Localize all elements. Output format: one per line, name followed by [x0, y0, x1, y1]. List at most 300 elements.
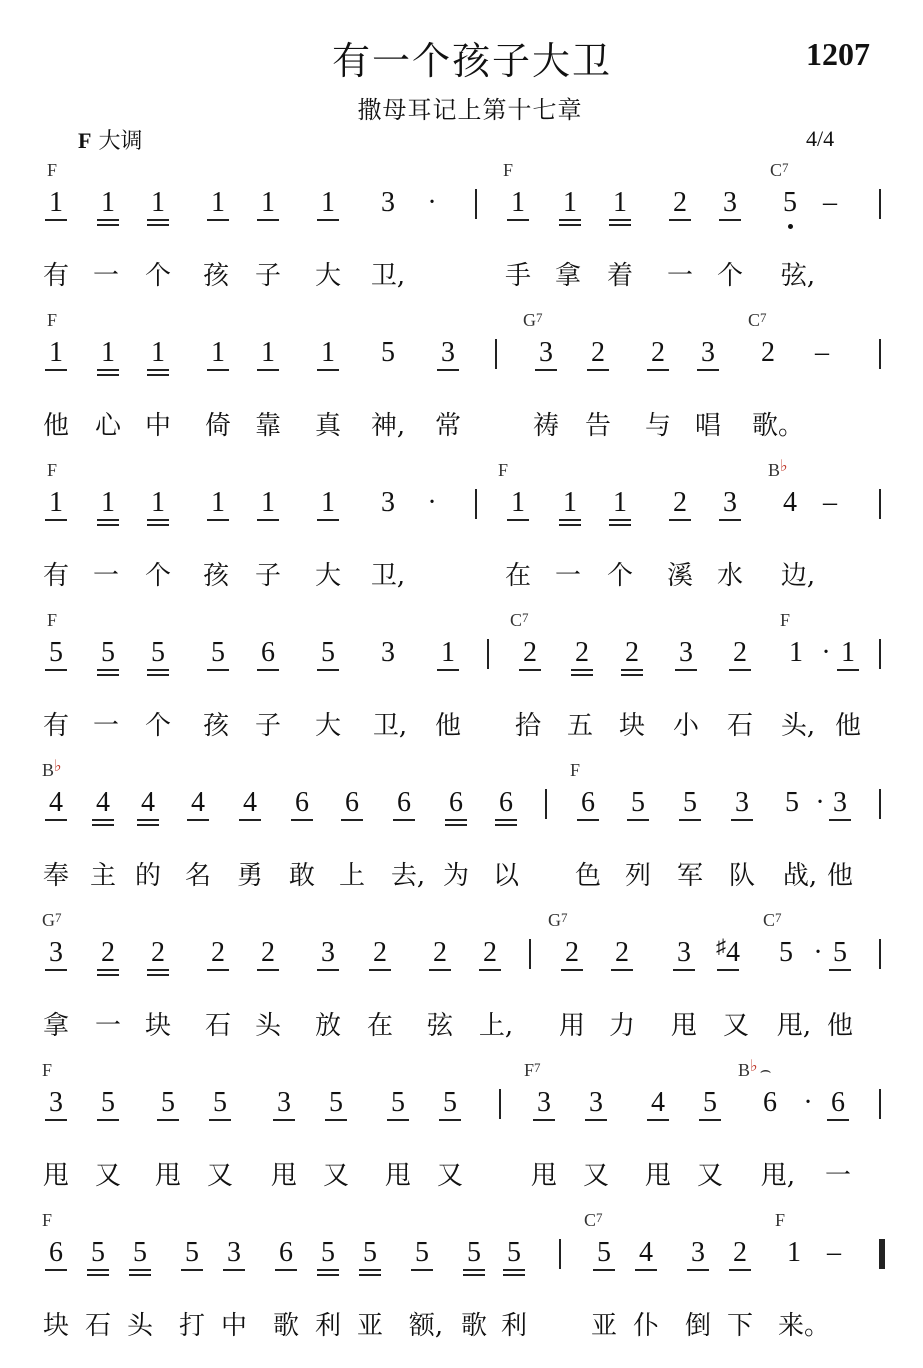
underline-beam	[92, 819, 114, 821]
chord-quality: 7	[596, 1210, 603, 1225]
underline-beam	[837, 669, 859, 671]
lyric-char: 子	[254, 711, 282, 741]
underline-beam	[561, 969, 583, 971]
jianpu-note	[833, 938, 847, 968]
note-digit: 5	[213, 1087, 227, 1118]
song-title: 有一个孩子大卫	[331, 39, 613, 83]
underline-beam	[393, 819, 415, 821]
note-digit: 5	[211, 637, 225, 668]
lyric-char: 中	[220, 1311, 248, 1341]
jianpu-note	[467, 1238, 481, 1268]
lyric-char: 手	[504, 261, 532, 291]
underline-beam	[147, 374, 169, 376]
jianpu-note	[49, 338, 63, 368]
note-digit: 3	[723, 487, 737, 518]
jianpu-note	[101, 638, 115, 668]
jianpu-note	[397, 788, 411, 818]
jianpu-note	[673, 488, 687, 518]
jianpu-note	[716, 938, 740, 968]
lyric-char: 弦,	[780, 261, 816, 291]
chord-symbol	[775, 1210, 785, 1231]
chord-root: F	[570, 760, 581, 780]
lyric-char: 战,	[782, 861, 818, 891]
underline-beam	[729, 1269, 751, 1271]
lyric-char: 来。	[777, 1311, 831, 1341]
jianpu-note	[597, 1238, 611, 1268]
jianpu-note	[49, 1238, 63, 1268]
jianpu-note	[565, 938, 579, 968]
note-digit: 2	[761, 337, 775, 368]
underline-beam	[675, 669, 697, 671]
underline-beam	[147, 969, 169, 971]
note-digit: 2	[673, 187, 687, 218]
lyric-char: 常	[434, 411, 462, 441]
lyric-char: 个	[144, 261, 172, 291]
underline-beam	[439, 1119, 461, 1121]
note-digit: 1	[563, 187, 577, 218]
note-digit: 3	[589, 1087, 603, 1118]
note-digit: 1	[841, 637, 855, 668]
chord-symbol	[47, 610, 57, 631]
note-digit: 4	[783, 487, 797, 518]
note-digit: 6	[763, 1087, 777, 1118]
flat-icon: ♭	[780, 458, 788, 475]
underline-beam	[97, 369, 119, 371]
note-digit: 4	[651, 1087, 665, 1118]
note-digit: 5	[597, 1237, 611, 1268]
underline-beam	[687, 1269, 709, 1271]
jianpu-note	[815, 338, 829, 368]
lyric-char: 头	[126, 1311, 154, 1341]
note-digit: 5	[161, 1087, 175, 1118]
lyric-char: 亚	[356, 1311, 384, 1341]
note-digit: 1	[211, 187, 225, 218]
lyric-char: 勇	[236, 861, 264, 891]
lyric-char: 石	[204, 1011, 232, 1041]
barline	[879, 789, 881, 819]
note-digit: 3	[49, 1087, 63, 1118]
jianpu-note	[651, 338, 665, 368]
underline-beam	[719, 219, 741, 221]
barline	[499, 1089, 501, 1119]
underline-beam	[45, 369, 67, 371]
lyric-char: 大	[314, 711, 342, 741]
jianpu-note	[701, 338, 715, 368]
hymn-number: 1207	[806, 36, 870, 72]
note-digit: 2	[523, 637, 537, 668]
lyric-char: 与	[644, 411, 672, 441]
jianpu-note	[723, 488, 737, 518]
lyric-char: 块	[618, 711, 646, 741]
lyric-char: 孩	[202, 261, 230, 291]
underline-beam	[647, 369, 669, 371]
note-digit: 1	[441, 637, 455, 668]
lyric-char: 甩	[270, 1161, 298, 1191]
jianpu-note	[827, 1238, 841, 1268]
barline	[559, 1239, 561, 1269]
note-digit: 3	[49, 937, 63, 968]
underline-beam	[559, 524, 581, 526]
lyric-char: 孩	[202, 711, 230, 741]
underline-beam	[679, 819, 701, 821]
jianpu-note	[363, 1238, 377, 1268]
note-digit: 5	[381, 337, 395, 368]
underline-beam	[317, 1269, 339, 1271]
lyric-char: 上	[338, 861, 366, 891]
fermata-icon: ⌢	[759, 1060, 772, 1080]
note-digit: 6	[345, 787, 359, 818]
jianpu-note	[321, 488, 335, 518]
lyric-char: 个	[144, 711, 172, 741]
underline-beam	[147, 674, 169, 676]
underline-beam	[97, 1119, 119, 1121]
jianpu-note	[211, 488, 225, 518]
lyric-char: 歌	[272, 1311, 300, 1341]
lyric-char: 石	[84, 1311, 112, 1341]
underline-beam	[609, 224, 631, 226]
underline-beam	[45, 819, 67, 821]
lyric-char: 唱	[694, 411, 722, 441]
note-digit: ·	[821, 637, 831, 668]
lyric-char: 个	[144, 561, 172, 591]
chord-root: C	[510, 610, 523, 630]
underline-beam	[669, 219, 691, 221]
note-digit: 1	[511, 187, 525, 218]
lyric-char: 甩	[42, 1161, 70, 1191]
jianpu-note	[815, 788, 824, 818]
note-digit: –	[827, 1237, 841, 1268]
lyric-char: 孩	[202, 561, 230, 591]
lyric-char: 歌。	[751, 411, 805, 441]
jianpu-note	[443, 1088, 457, 1118]
note-digit: ·	[813, 937, 823, 968]
underline-beam	[609, 519, 631, 521]
underline-beam	[239, 819, 261, 821]
lyric-char: 敢	[288, 861, 316, 891]
lyric-char: 有	[42, 561, 70, 591]
note-digit: 1	[321, 337, 335, 368]
chord-quality: 7	[760, 310, 767, 325]
chord-symbol	[763, 910, 782, 931]
note-digit: 6	[49, 1237, 63, 1268]
note-digit: ·	[427, 187, 437, 218]
jianpu-note	[803, 1088, 812, 1118]
underline-beam	[621, 669, 643, 671]
jianpu-note	[391, 1088, 405, 1118]
underline-beam	[829, 819, 851, 821]
underline-beam	[97, 669, 119, 671]
jianpu-note	[151, 488, 165, 518]
jianpu-note	[49, 938, 63, 968]
jianpu-note	[639, 1238, 653, 1268]
lyric-char: 倒	[684, 1311, 712, 1341]
jianpu-note	[211, 338, 225, 368]
underline-beam	[699, 1119, 721, 1121]
note-digit: 1	[787, 1237, 801, 1268]
jianpu-note	[683, 788, 697, 818]
note-digit: 1	[211, 337, 225, 368]
barline	[487, 639, 489, 669]
lyric-char: 个	[606, 561, 634, 591]
jianpu-note	[613, 488, 627, 518]
underline-beam	[147, 224, 169, 226]
jianpu-note	[151, 188, 165, 218]
note-digit: 2	[733, 1237, 747, 1268]
chord-symbol	[548, 910, 568, 931]
note-digit: –	[815, 337, 829, 368]
underline-beam	[97, 224, 119, 226]
jianpu-note	[141, 788, 155, 818]
jianpu-note	[591, 338, 605, 368]
underline-beam	[273, 1119, 295, 1121]
jianpu-note	[261, 488, 275, 518]
jianpu-note	[651, 1088, 665, 1118]
jianpu-note	[735, 788, 749, 818]
note-digit: 6	[397, 787, 411, 818]
underline-beam	[609, 219, 631, 221]
lyric-char: 一	[92, 561, 120, 591]
jianpu-note	[101, 488, 115, 518]
jianpu-note	[511, 188, 525, 218]
jianpu-note	[101, 938, 115, 968]
note-digit: 3	[691, 1237, 705, 1268]
underline-beam	[387, 1119, 409, 1121]
chord-quality: 7	[782, 160, 789, 175]
note-digit: 4	[96, 787, 110, 818]
jianpu-note	[537, 1088, 551, 1118]
note-digit: 2	[733, 637, 747, 668]
chord-symbol	[42, 760, 62, 781]
underline-beam	[729, 669, 751, 671]
jianpu-note	[511, 488, 525, 518]
chord-symbol	[738, 1060, 771, 1081]
underline-beam	[97, 219, 119, 221]
jianpu-note	[673, 188, 687, 218]
chord-symbol	[570, 760, 580, 781]
note-digit: 1	[613, 187, 627, 218]
jianpu-note	[381, 188, 395, 218]
note-digit: 5	[91, 1237, 105, 1268]
underline-beam	[317, 1274, 339, 1276]
jianpu-note	[261, 188, 275, 218]
lyric-char: 石	[726, 711, 754, 741]
lyric-char: 一	[554, 561, 582, 591]
underline-beam	[87, 1269, 109, 1271]
chord-quality: 7	[55, 910, 62, 925]
lyric-char: 又	[206, 1161, 234, 1191]
note-digit: 5	[363, 1237, 377, 1268]
note-digit: 3	[537, 1087, 551, 1118]
note-digit: 2	[483, 937, 497, 968]
jianpu-note	[783, 488, 797, 518]
note-digit: 1	[101, 487, 115, 518]
underline-beam	[731, 819, 753, 821]
jianpu-note	[151, 338, 165, 368]
jianpu-note	[415, 1238, 429, 1268]
chord-root: F	[498, 460, 509, 480]
note-digit: –	[823, 187, 837, 218]
lyric-char: 甩	[154, 1161, 182, 1191]
chord-root: F	[47, 160, 58, 180]
lyric-char: 他	[42, 411, 70, 441]
note-digit: 5	[101, 637, 115, 668]
note-digit: 5	[833, 937, 847, 968]
underline-beam	[827, 1119, 849, 1121]
note-digit: 5	[703, 1087, 717, 1118]
note-digit: 6	[295, 787, 309, 818]
jianpu-note	[615, 938, 629, 968]
final-barline	[879, 1239, 885, 1269]
chord-symbol	[524, 1060, 541, 1081]
underline-beam	[719, 519, 741, 521]
jianpu-note	[507, 1238, 521, 1268]
note-digit: 5	[329, 1087, 343, 1118]
note-digit: 4	[141, 787, 155, 818]
jianpu-note	[261, 338, 275, 368]
barline	[879, 489, 881, 519]
jianpu-note	[789, 638, 803, 668]
lyric-char: 卫,	[372, 711, 408, 741]
chord-root: F	[47, 460, 58, 480]
underline-beam	[317, 219, 339, 221]
lyric-char: 利	[500, 1311, 528, 1341]
jianpu-note	[433, 938, 447, 968]
note-digit: 1	[49, 487, 63, 518]
jianpu-note	[49, 188, 63, 218]
jianpu-note	[345, 788, 359, 818]
underline-beam	[495, 824, 517, 826]
jianpu-note	[261, 638, 275, 668]
jianpu-note	[449, 788, 463, 818]
jianpu-note	[211, 638, 225, 668]
chord-symbol	[503, 160, 513, 181]
underline-beam	[223, 1269, 245, 1271]
barline	[529, 939, 531, 969]
jianpu-note	[243, 788, 257, 818]
underline-beam	[45, 519, 67, 521]
underline-beam	[463, 1269, 485, 1271]
jianpu-note	[823, 188, 837, 218]
jianpu-note	[329, 1088, 343, 1118]
chord-symbol	[47, 160, 57, 181]
lyric-char: 祷	[532, 411, 560, 441]
underline-beam	[507, 219, 529, 221]
lyric-char: 色	[574, 861, 602, 891]
note-digit: 2	[261, 937, 275, 968]
jianpu-note	[563, 488, 577, 518]
low-octave-dot	[788, 224, 793, 229]
jianpu-note	[833, 788, 847, 818]
jianpu-note	[813, 938, 822, 968]
lyric-char: 甩	[530, 1161, 558, 1191]
note-digit: 5	[321, 637, 335, 668]
barline	[495, 339, 497, 369]
jianpu-note	[677, 938, 691, 968]
underline-beam	[445, 824, 467, 826]
jianpu-note	[133, 1238, 147, 1268]
note-digit: 5	[783, 187, 797, 218]
note-digit: 1	[211, 487, 225, 518]
lyric-char: 又	[582, 1161, 610, 1191]
note-digit: 5	[151, 637, 165, 668]
note-digit: 1	[101, 187, 115, 218]
jianpu-note	[441, 338, 455, 368]
underline-beam	[257, 369, 279, 371]
lyric-char: 力	[608, 1011, 636, 1041]
underline-beam	[559, 219, 581, 221]
underline-beam	[257, 519, 279, 521]
chord-symbol	[42, 910, 62, 931]
note-digit: 2	[101, 937, 115, 968]
lyric-char: 真	[314, 411, 342, 441]
lyric-char: 拿	[554, 261, 582, 291]
lyric-char: 又	[94, 1161, 122, 1191]
jianpu-note	[49, 1088, 63, 1118]
underline-beam	[647, 1119, 669, 1121]
underline-beam	[571, 674, 593, 676]
jianpu-note	[441, 638, 455, 668]
chord-symbol	[780, 610, 790, 631]
lyric-char: 他	[434, 711, 462, 741]
jianpu-note	[427, 188, 436, 218]
chord-root: F	[503, 160, 514, 180]
note-digit: 1	[151, 487, 165, 518]
note-digit: 1	[613, 487, 627, 518]
underline-beam	[207, 219, 229, 221]
lyric-char: 一	[824, 1161, 852, 1191]
note-digit: 4	[243, 787, 257, 818]
underline-beam	[829, 969, 851, 971]
note-digit: 3	[679, 637, 693, 668]
lyric-char: 甩	[384, 1161, 412, 1191]
underline-beam	[207, 969, 229, 971]
jianpu-note	[483, 938, 497, 968]
underline-beam	[369, 969, 391, 971]
chord-root: C	[584, 1210, 597, 1230]
chord-root: G	[523, 310, 536, 330]
lyric-char: 又	[322, 1161, 350, 1191]
jianpu-note	[779, 938, 793, 968]
underline-beam	[317, 969, 339, 971]
underline-beam	[97, 969, 119, 971]
note-digit: 1	[511, 487, 525, 518]
underline-beam	[437, 669, 459, 671]
barline	[475, 489, 477, 519]
lyric-char: 放	[314, 1011, 342, 1041]
underline-beam	[503, 1274, 525, 1276]
chord-root: B	[42, 760, 55, 780]
chord-symbol	[498, 460, 508, 481]
jianpu-note	[295, 788, 309, 818]
chord-root: B	[768, 460, 781, 480]
chord-quality: 7	[561, 910, 568, 925]
jianpu-note	[211, 938, 225, 968]
underline-beam	[359, 1274, 381, 1276]
note-digit: 1	[261, 187, 275, 218]
note-digit: 1	[261, 487, 275, 518]
chord-symbol	[770, 160, 789, 181]
jianpu-note	[703, 1088, 717, 1118]
jianpu-note	[783, 188, 797, 218]
note-digit: 3	[539, 337, 553, 368]
lyric-char: 水	[716, 561, 744, 591]
jianpu-note	[679, 638, 693, 668]
lyric-char: 甩	[670, 1011, 698, 1041]
lyric-char: 倚	[204, 411, 232, 441]
jianpu-note	[691, 1238, 705, 1268]
jianpu-note	[381, 638, 395, 668]
jianpu-note	[373, 938, 387, 968]
